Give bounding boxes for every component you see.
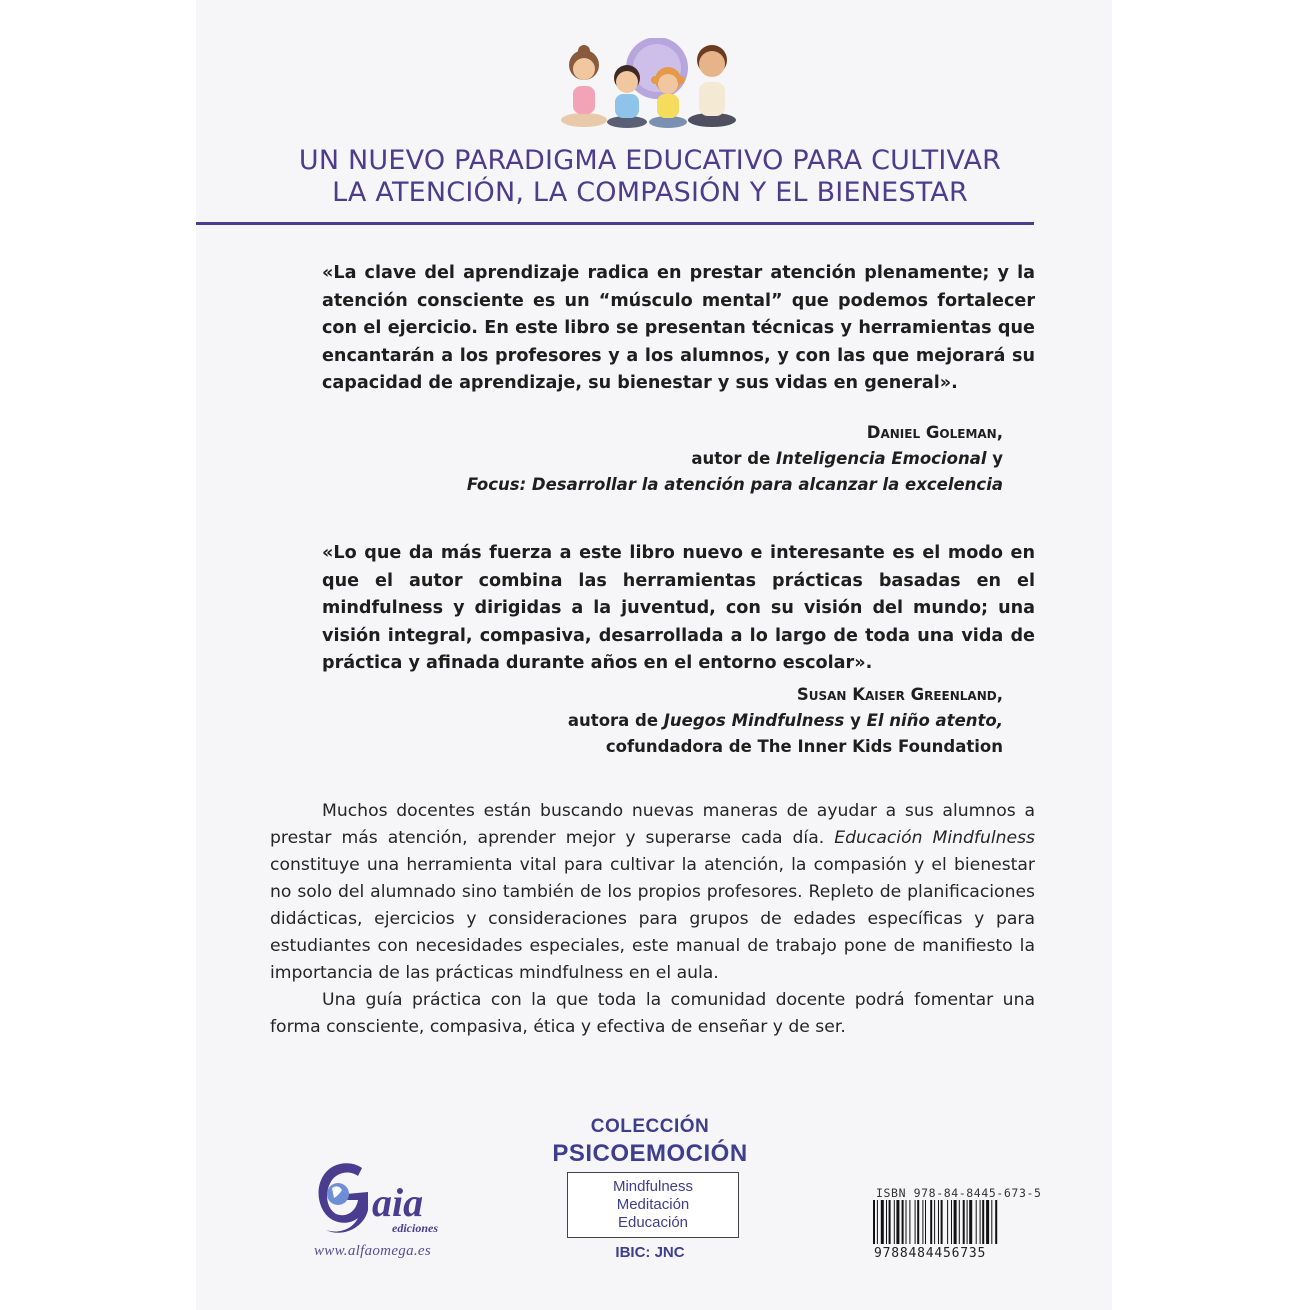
- publisher-url: www.alfaomega.es: [314, 1243, 432, 1259]
- barcode-bar: [906, 1200, 907, 1244]
- barcode-bar: [969, 1200, 972, 1244]
- logo-subtext: ediciones: [392, 1221, 438, 1235]
- collection-label: COLECCIÓN: [590, 1116, 710, 1137]
- quote-text: «Lo que da más fuerza a este libro nuevo e interesante es el modo en que el autor combina las herramientas prácticas basadas en el mindfulness y dirigidas a la juventud, con su visión del mundo; una visión integral, compasiva, desarrollada a lo largo de toda una vida de práctica y afinada durante años en el entorno escolar».: [322, 543, 1035, 673]
- quote-goleman: [270, 260, 1035, 398]
- barcode-bar: [881, 1200, 884, 1244]
- description-paragraph-2: Una guía práctica con la que toda la comunidad docente podrá fomentar una forma consciente, compasiva, ética y efectiva de enseñar y de ser.: [270, 990, 1035, 1037]
- book-title: El niño atento,: [866, 711, 1003, 730]
- headline-line-2: LA ATENCIÓN, LA COMPASIÓN Y EL BIENESTAR: [332, 177, 968, 208]
- book-description: [270, 798, 1035, 1041]
- barcode-bar: [995, 1200, 997, 1244]
- conjunction: y: [986, 449, 1003, 468]
- barcode-bar: [938, 1200, 939, 1244]
- barcode-bar: [902, 1200, 904, 1244]
- collection-topic: Educación: [617, 1214, 689, 1231]
- quote-greenland-attribution: [568, 682, 1003, 760]
- barcode-bar: [934, 1200, 935, 1244]
- book-title: Focus: Desarrollar la atención para alcanzar la excelencia: [466, 475, 1003, 494]
- book-title: Inteligencia Emocional: [776, 449, 987, 468]
- author-name: Susan Kaiser Greenland,: [796, 685, 1003, 704]
- barcode-bar: [976, 1200, 977, 1244]
- barcode-number: 9788484456735: [874, 1246, 987, 1261]
- barcode-bar: [982, 1200, 984, 1244]
- author-role: [568, 708, 1003, 734]
- barcode-bar: [886, 1200, 887, 1244]
- book-title: Educación Mindfulness: [834, 828, 1035, 848]
- barcode-bar: [877, 1200, 878, 1244]
- role-prefix: autor de: [691, 449, 777, 468]
- quote-goleman-attribution: [467, 420, 1003, 498]
- meditating-children-illustration: [560, 38, 740, 130]
- barcode-bar: [991, 1200, 992, 1244]
- barcode-bar: [959, 1200, 960, 1244]
- divider-rule: [196, 222, 1034, 225]
- author-affiliation: cofundadora de The Inner Kids Foundation: [605, 737, 1003, 756]
- collection-topics-box: [567, 1172, 739, 1238]
- barcode-bar: [915, 1200, 916, 1244]
- ibic-code: IBIC: JNC: [615, 1244, 685, 1261]
- barcode-bar: [873, 1200, 875, 1244]
- barcode-bar: [894, 1200, 895, 1244]
- book-title: Juegos Mindfulness: [663, 711, 845, 730]
- barcode-bar: [941, 1200, 943, 1244]
- barcode-bar: [947, 1200, 948, 1244]
- barcode-bar: [980, 1200, 981, 1244]
- barcode-bar: [896, 1200, 899, 1244]
- collection-name: PSICOEMOCIÓN: [552, 1140, 748, 1167]
- collection-topic: Mindfulness: [612, 1178, 694, 1195]
- quote-greenland: [270, 540, 1035, 678]
- barcode-bar: [909, 1200, 910, 1244]
- barcode: [873, 1200, 1035, 1244]
- description-paragraph-1: Muchos docentes están buscando nuevas maneras de ayudar a sus alumnos a prestar más atención, aprender mejor y superarse cada día. Educación Mindfulness constituye una herramienta vital para cultivar la atención, la compasión y el bienestar no solo del alumnado sino también de los propios profesores. Repleto de planificaciones didácticas, ejercicios y consideraciones para grupos de edades específicas y para estudiantes con necesidades especiales, este manual de trabajo pone de manifiesto la importancia de las prácticas mindfulness en el aula.: [270, 801, 1035, 983]
- barcode-bar: [922, 1200, 923, 1244]
- barcode-bar: [930, 1200, 932, 1244]
- isbn-label: ISBN 978-84-8445-673-5: [876, 1186, 1042, 1200]
- barcode-bar: [986, 1200, 989, 1244]
- logo-text: aia: [372, 1180, 424, 1225]
- gaia-logo: [312, 1160, 472, 1236]
- barcode-bar: [963, 1200, 965, 1244]
- barcode-bar: [925, 1200, 926, 1244]
- author-name: Daniel Goleman,: [866, 423, 1003, 442]
- role-prefix: autora de: [567, 711, 664, 730]
- author-role: [467, 446, 1003, 472]
- barcode-bar: [954, 1200, 957, 1244]
- quote-text: «La clave del aprendizaje radica en prestar atención plenamente; y la atención consciente es un “músculo mental” que podemos fortalecer con el ejercicio. En este libro se presentan técnicas y herramientas que encantarán a los profesores y a los alumnos, y con las que mejorará su capacidad de aprendizaje, su bienestar y sus vidas en general».: [322, 263, 1035, 393]
- barcode-bar: [889, 1200, 891, 1244]
- collection-topic: Meditación: [616, 1196, 690, 1213]
- headline-line-1: UN NUEVO PARADIGMA EDUCATIVO PARA CULTIVAR: [298, 145, 1002, 176]
- barcode-bar: [951, 1200, 952, 1244]
- barcode-bar: [967, 1200, 968, 1244]
- barcode-bar: [917, 1200, 919, 1244]
- conjunction: y: [844, 711, 867, 730]
